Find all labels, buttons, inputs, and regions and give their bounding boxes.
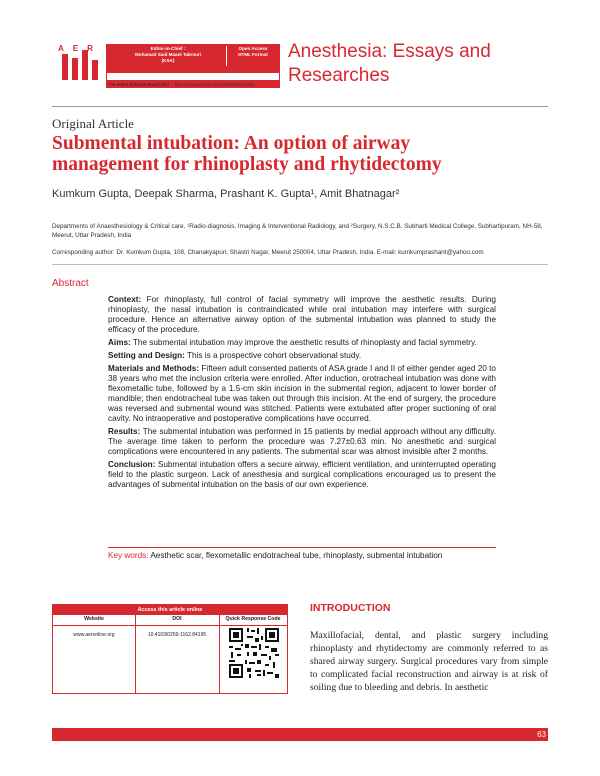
editor-info <box>110 46 226 64</box>
header-divider <box>226 46 227 66</box>
col-website: Website <box>84 616 104 622</box>
editor-country: (KSA) <box>161 58 175 63</box>
col-qr: Quick Response Code <box>225 616 281 622</box>
section-rule <box>52 264 548 265</box>
keywords-rule <box>108 547 496 548</box>
doi-value: 10.4103/0259-1162.84195 <box>147 632 207 638</box>
access-info <box>228 46 278 58</box>
access-box <box>52 604 288 694</box>
intro-text: Maxillofacial, dental, and plastic surgery including rhinoplasty and rhytidectomy are commonly referred to as shared airway surgery. Surgical procedures vary from simple to complicated facial reconstruction and airway is at risk of soiling due to bleeding and debris. In aesthetic <box>310 630 548 693</box>
board-url[interactable]: http://www.aeronline.org/editorialboard.asp <box>174 82 255 87</box>
format-label: HTML Format <box>238 52 268 57</box>
board-label: For entire Editorial Board visit : <box>109 82 172 87</box>
col-divider <box>219 615 220 694</box>
footer-bar <box>52 728 548 741</box>
editorial-board-line <box>106 72 280 87</box>
authors: Kumkum Gupta, Deepak Sharma, Prashant K. Gupta¹, Amit Bhatnagar² <box>52 188 400 200</box>
row-divider <box>53 625 287 626</box>
editor-name: Mohamad Said Maani Takrouri <box>134 52 202 57</box>
col-doi: DOI <box>172 616 182 622</box>
article-title: Submental intubation: An option of airway management for rhinoplasty and rhytidectomy <box>52 133 442 175</box>
journal-title <box>288 40 528 88</box>
abstract-aims: Aims: The submental intubation may improve the aesthetic results of rhinoplasty and facial symmetry. <box>108 338 477 347</box>
qr-code-icon <box>229 628 279 686</box>
keywords-text: Aesthetic scar, flexometallic endotracheal tube, rhinoplasty, submental intubation <box>150 551 443 560</box>
abstract-results: Results: The submental intubation was performed in 15 patients by medial approach without any difficulty. The average time taken to perform the procedure was 7.27±0.63 min. No anesthetic and surgical complications were encountered in any patients. The submental scar was almost invisible after 2 months. <box>108 427 496 456</box>
open-access-label: Open Access <box>238 46 268 51</box>
website-link[interactable]: www.aeronline.org <box>73 632 115 638</box>
access-box-heading: Access this article online <box>53 605 287 615</box>
logo-letters: AER <box>58 44 102 53</box>
abstract-conclusion: Conclusion: Submental intubation offers a secure airway, efficient ventilation, and uninterrupted operating field to the plastic surgeon. Lack of anesthesia and surgical complications encouraged us to present the advantages of submental intubation on the basis of our own experience. <box>108 460 496 489</box>
page-number: 63 <box>537 730 546 739</box>
editor-label: Editor-in-Chief : <box>150 46 186 51</box>
intro-heading: INTRODUCTION <box>310 602 391 614</box>
abstract-body <box>108 295 496 493</box>
keywords-label: Key words: <box>108 551 149 560</box>
keywords <box>108 551 496 560</box>
journal-title-line1: Anesthesia: Essays and <box>288 41 491 62</box>
corresponding-author: Corresponding author: Dr. Kumkum Gupta, 108, Chanakyapuri, Shastri Nagar, Meerut 250004, Uttar Pradesh, India. E-mail: kumkumprashant@yahoo.com <box>52 249 484 256</box>
journal-title-line2: Researches <box>288 65 390 86</box>
header-rule <box>52 106 548 107</box>
abstract-setting: Setting and Design: This is a prospective cohort observational study. <box>108 351 362 360</box>
abstract-context: Context: For rhinoplasty, full control of facial symmetry will improve the aesthetic results. During rhinoplasty, the nasal intubation is contraindicated while oral intubation may interfere with surgical procedure. Hence an alternative airway option of the submental intubation was planned to study the efficacy of the procedure. <box>108 295 496 334</box>
col-divider <box>135 615 136 694</box>
abstract-methods: Materials and Methods: Fifteen adult consented patients of ASA grade I and II of either gender aged 20 to 38 years who met the inclusion criteria were enrolled. After induction, orotracheal intubation was done with flexometallic tube, followed by a 1.5-cm skin incision in the submental region, adjacent to lower border of mandible; then endotracheal tube was taken out through this incision. At the end of surgery, the procedure was reversed and submental wound was stitched. Patients were extubated after proper suctioning of oral cavity. No intraoperative and postoperative complications have occurred. <box>108 364 496 423</box>
article-type: Original Article <box>52 116 134 131</box>
abstract-heading: Abstract <box>52 278 89 289</box>
affiliation: Departments of Anaesthesiology & Critical care, ¹Radio-diagnosis, Imaging & Interventional Radiology, and ²Surgery, N.S.C.B. Subharti Medical College, Subhartipuram, NH-58, Meerut, Uttar Pradesh, India <box>52 223 543 239</box>
